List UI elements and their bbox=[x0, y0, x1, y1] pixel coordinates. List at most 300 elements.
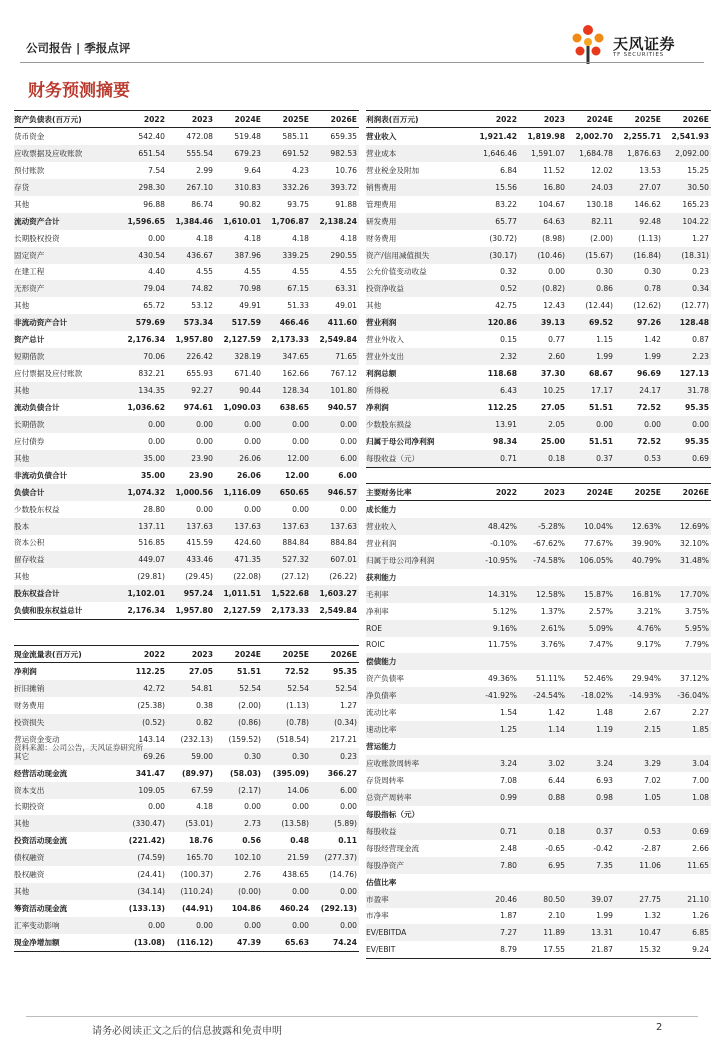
cell-value: 4.40 bbox=[148, 267, 165, 277]
cell-value: 49.91 bbox=[239, 301, 261, 311]
row-label: 在建工程 bbox=[14, 267, 45, 277]
table-row bbox=[14, 280, 359, 297]
cell-value: 436.67 bbox=[167, 247, 215, 264]
cell-value: 0.00 bbox=[148, 802, 165, 812]
cell-value: (0.34) bbox=[311, 714, 359, 731]
cell-value: 2025E bbox=[615, 111, 663, 128]
cell-value: 0.00 bbox=[340, 504, 357, 514]
row-label: 筹资活动现金流 bbox=[14, 904, 68, 914]
cell-value: 2022 bbox=[117, 646, 167, 663]
cell-value: 339.25 bbox=[263, 247, 311, 264]
cell-value: 0.00 bbox=[167, 416, 215, 433]
cell-value: 16.81% bbox=[615, 586, 663, 603]
cell-value: 0.00 bbox=[167, 917, 215, 934]
table-row bbox=[366, 653, 711, 670]
cell-value: 1.48 bbox=[596, 708, 613, 718]
cell-value: 2.73 bbox=[215, 815, 263, 832]
row-label: 利润总额 bbox=[366, 369, 397, 379]
cell-value: (0.78) bbox=[263, 714, 311, 731]
cell-value: 2025E bbox=[615, 484, 663, 501]
cell-value: 6.93 bbox=[596, 775, 613, 785]
table-row bbox=[366, 213, 711, 230]
cell-value: 10.25 bbox=[519, 382, 567, 399]
table-row bbox=[366, 603, 711, 620]
cell-value: 1,957.80 bbox=[167, 602, 215, 619]
row-label: ROE bbox=[366, 620, 469, 637]
row-label: 其他 bbox=[14, 883, 117, 900]
cell-value: 0.87 bbox=[692, 335, 709, 345]
table-row bbox=[14, 331, 359, 348]
row-label: 其他 bbox=[14, 199, 30, 209]
cell-value: 0.00 bbox=[340, 802, 357, 812]
table-row bbox=[366, 806, 711, 823]
cell-value: -41.92% bbox=[469, 687, 519, 704]
cell-value: 7.80 bbox=[469, 857, 519, 874]
cell-value: 2.76 bbox=[244, 870, 261, 880]
row-label: 股东权益合计 bbox=[14, 585, 117, 602]
cell-value: 328.19 bbox=[215, 348, 263, 365]
row-label: 折旧摊销 bbox=[14, 680, 117, 697]
cell-value: 2025E bbox=[263, 111, 311, 128]
row-label: 股本 bbox=[14, 518, 117, 535]
cell-value: (12.44) bbox=[585, 301, 613, 311]
cell-value: 104.86 bbox=[231, 904, 261, 914]
cell-value: 49.36% bbox=[488, 674, 517, 684]
flower-logo-icon bbox=[568, 22, 608, 66]
cell-value: 0.15 bbox=[500, 335, 517, 345]
cell-value bbox=[615, 874, 663, 891]
cell-value: 832.21 bbox=[138, 369, 165, 379]
cell-value: (0.52) bbox=[117, 714, 167, 731]
cell-value: 607.01 bbox=[311, 551, 359, 568]
table-row bbox=[366, 857, 711, 874]
row-label: 短期借款 bbox=[14, 348, 117, 365]
cell-value: 0.34 bbox=[663, 280, 711, 297]
cell-value: 0.88 bbox=[519, 789, 567, 806]
cell-value: 104.67 bbox=[538, 199, 565, 209]
cell-value: 92.27 bbox=[167, 382, 215, 399]
cell-value: 63.31 bbox=[311, 280, 359, 297]
cell-value: (24.41) bbox=[137, 870, 165, 880]
table-row bbox=[14, 467, 359, 484]
row-label: 净利率 bbox=[366, 606, 389, 616]
cell-value: 12.63% bbox=[615, 518, 663, 535]
table-row bbox=[366, 518, 711, 535]
row-label: 资本支出 bbox=[14, 782, 117, 799]
cell-value: 7.02 bbox=[644, 775, 661, 785]
table-row bbox=[366, 874, 711, 891]
cell-value bbox=[663, 738, 711, 755]
cell-value: (13.08) bbox=[117, 934, 167, 951]
cell-value: (14.76) bbox=[329, 870, 357, 880]
table-row bbox=[366, 772, 711, 789]
cell-value: (15.67) bbox=[567, 247, 615, 264]
cell-value: 112.25 bbox=[487, 402, 517, 412]
cell-value: 51.51 bbox=[588, 402, 613, 412]
table-row bbox=[14, 162, 359, 179]
cell-value: -18.02% bbox=[567, 687, 615, 704]
cell-value: 0.00 bbox=[244, 802, 261, 812]
cell-value bbox=[663, 501, 711, 518]
cell-value: 449.07 bbox=[117, 551, 167, 568]
cell-value: 2,176.34 bbox=[117, 602, 167, 619]
cell-value: 26.06 bbox=[215, 450, 263, 467]
cell-value: 6.44 bbox=[548, 775, 565, 785]
source-note: 资料来源：公司公告，天风证券研究所 bbox=[14, 743, 144, 752]
cell-value: 7.54 bbox=[148, 165, 165, 175]
cell-value: 0.37 bbox=[567, 823, 615, 840]
cell-value: 12.58% bbox=[519, 586, 567, 603]
cell-value: 4.18 bbox=[340, 233, 357, 243]
table-row bbox=[366, 331, 711, 348]
cell-value: 0.48 bbox=[290, 836, 309, 846]
cell-value: 517.59 bbox=[215, 314, 263, 331]
cell-value: (22.08) bbox=[233, 572, 261, 582]
cell-value: 5.09% bbox=[567, 620, 615, 637]
row-label: 营业利润 bbox=[366, 538, 397, 548]
cell-value: 72.52 bbox=[636, 402, 661, 412]
cell-value: 1,116.09 bbox=[215, 484, 263, 501]
cell-value: (1.13) bbox=[638, 233, 661, 243]
table-row bbox=[14, 663, 359, 680]
cell-value: 39.90% bbox=[632, 538, 661, 548]
row-label: 投资活动现金流 bbox=[14, 836, 68, 846]
table-row bbox=[14, 782, 359, 799]
table-row bbox=[366, 416, 711, 433]
table-row bbox=[14, 551, 359, 568]
cell-value: 7.27 bbox=[469, 924, 519, 941]
cell-value: 516.85 bbox=[138, 538, 165, 548]
cell-value: 130.18 bbox=[586, 199, 613, 209]
cell-value: 0.00 bbox=[292, 436, 309, 446]
cell-value: 2,549.84 bbox=[319, 335, 357, 345]
cell-value: 0.00 bbox=[311, 883, 359, 900]
cell-value: 1,036.62 bbox=[127, 402, 165, 412]
table-row bbox=[366, 755, 711, 772]
cell-value: 137.63 bbox=[311, 518, 359, 535]
cell-value: 2.32 bbox=[469, 348, 519, 365]
table-row bbox=[14, 145, 359, 162]
cell-value: 127.13 bbox=[679, 369, 709, 379]
cell-value: 659.35 bbox=[330, 131, 357, 141]
cell-value: 49.01 bbox=[335, 301, 357, 311]
footer-divider bbox=[26, 1016, 698, 1017]
page-number: 2 bbox=[656, 1022, 663, 1033]
cell-value: 2,127.59 bbox=[223, 335, 261, 345]
cell-value: 1,591.07 bbox=[519, 145, 567, 162]
table-row bbox=[366, 721, 711, 738]
table-row bbox=[14, 697, 359, 714]
cell-value: 1.15 bbox=[596, 335, 613, 345]
cell-value: 2022 bbox=[469, 111, 519, 128]
row-label: 毛利率 bbox=[366, 586, 469, 603]
row-label: 其他 bbox=[366, 301, 382, 311]
cell-value: 90.82 bbox=[239, 199, 261, 209]
row-label: 销售费用 bbox=[366, 179, 469, 196]
table-row bbox=[366, 704, 711, 721]
cell-value: 21.87 bbox=[567, 941, 615, 958]
table-row bbox=[14, 934, 359, 951]
cell-value: 90.44 bbox=[215, 382, 263, 399]
cell-value: 0.00 bbox=[263, 416, 311, 433]
cell-value: 0.69 bbox=[663, 450, 711, 467]
cell-value: (159.52) bbox=[228, 734, 261, 744]
row-label: 成长能力 bbox=[366, 504, 397, 514]
row-label: 其它 bbox=[14, 748, 117, 765]
table-row bbox=[14, 585, 359, 602]
cell-value: 2026E bbox=[311, 111, 359, 128]
row-label: 所得税 bbox=[366, 382, 469, 399]
cell-value: 53.12 bbox=[191, 301, 213, 311]
cell-value: 39.07 bbox=[567, 891, 615, 908]
cell-value: (518.54) bbox=[276, 734, 309, 744]
cell-value: 2026E bbox=[663, 111, 711, 128]
cell-value: 21.59 bbox=[263, 849, 311, 866]
cell-value: 0.00 bbox=[244, 504, 261, 514]
cell-value: 1,921.42 bbox=[479, 131, 517, 141]
cell-value: 0.32 bbox=[500, 267, 517, 277]
cell-value: 29.94% bbox=[632, 674, 661, 684]
cell-value: 0.00 bbox=[311, 416, 359, 433]
cell-value: (25.38) bbox=[137, 700, 165, 710]
cell-value: 0.00 bbox=[663, 416, 711, 433]
cell-value: 12.43 bbox=[543, 301, 565, 311]
row-label: 营业收入 bbox=[366, 518, 469, 535]
table-row bbox=[14, 213, 359, 230]
cell-value: 51.11% bbox=[536, 674, 565, 684]
cell-value: 3.24 bbox=[567, 755, 615, 772]
row-label: 其他 bbox=[14, 572, 30, 582]
row-label: 非流动负债合计 bbox=[14, 470, 68, 480]
cell-value: 366.27 bbox=[327, 768, 357, 778]
table-row bbox=[366, 196, 711, 213]
cell-value bbox=[663, 653, 711, 670]
cell-value: 1,684.78 bbox=[567, 145, 615, 162]
cell-value: 7.79% bbox=[684, 640, 709, 650]
table-row bbox=[366, 823, 711, 840]
cell-value: 12.00 bbox=[263, 450, 311, 467]
cell-value: 31.48% bbox=[663, 552, 711, 569]
table-row bbox=[366, 348, 711, 365]
cell-value: 4.18 bbox=[292, 233, 309, 243]
cell-value: 1,000.56 bbox=[167, 484, 215, 501]
cell-value bbox=[519, 806, 567, 823]
cell-value: (0.86) bbox=[215, 714, 263, 731]
cell-value: 0.30 bbox=[263, 748, 311, 765]
cell-value: 1.27 bbox=[692, 233, 709, 243]
cell-value: 0.52 bbox=[469, 280, 519, 297]
cell-value: 59.00 bbox=[167, 748, 215, 765]
cell-value bbox=[663, 874, 711, 891]
cell-value: (100.37) bbox=[180, 870, 213, 880]
cell-value: 106.05% bbox=[567, 552, 615, 569]
table-row bbox=[14, 179, 359, 196]
cell-value: 2.10 bbox=[548, 911, 565, 921]
row-label: 流动负债合计 bbox=[14, 402, 60, 412]
table-row bbox=[14, 799, 359, 816]
row-label: 归属于母公司净利润 bbox=[366, 436, 435, 446]
table-row bbox=[366, 230, 711, 247]
cell-value: 92.48 bbox=[615, 213, 663, 230]
cell-value: (110.24) bbox=[167, 883, 215, 900]
cell-value: 0.78 bbox=[615, 280, 663, 297]
cell-value: 4.76% bbox=[615, 620, 663, 637]
cell-value: 3.76% bbox=[540, 640, 565, 650]
cell-value: 9.17% bbox=[636, 640, 661, 650]
cell-value: 3.02 bbox=[519, 755, 567, 772]
cell-value: 42.72 bbox=[117, 680, 167, 697]
cell-value: 1.85 bbox=[663, 721, 711, 738]
row-label: 归属于母公司净利润 bbox=[366, 552, 469, 569]
cell-value: 1.32 bbox=[644, 911, 661, 921]
row-label: 长期股权投资 bbox=[14, 233, 60, 243]
cell-value: 109.05 bbox=[117, 782, 167, 799]
cell-value: 13.53 bbox=[639, 165, 661, 175]
cell-value: 415.59 bbox=[186, 538, 213, 548]
cell-value: -14.93% bbox=[615, 687, 663, 704]
cell-value: 95.35 bbox=[332, 666, 357, 676]
table-row bbox=[14, 247, 359, 264]
cell-value: (74.59) bbox=[117, 849, 167, 866]
row-label: 净利润 bbox=[366, 402, 389, 412]
row-label: 其他 bbox=[14, 382, 117, 399]
cell-value: 0.53 bbox=[615, 450, 663, 467]
table-row bbox=[14, 849, 359, 866]
cell-value: 4.18 bbox=[244, 233, 261, 243]
cell-value: -67.62% bbox=[533, 538, 565, 548]
cell-value: 471.35 bbox=[215, 551, 263, 568]
row-label: 资产负债表(百万元) bbox=[14, 111, 117, 128]
cell-value: 137.63 bbox=[167, 518, 215, 535]
financial-ratios-table bbox=[366, 483, 711, 959]
table-row bbox=[366, 924, 711, 941]
cell-value: 4.55 bbox=[340, 267, 357, 277]
cell-value: 15.32 bbox=[615, 941, 663, 958]
cell-value bbox=[567, 653, 615, 670]
table-header-row bbox=[366, 111, 711, 128]
row-label: 财务费用 bbox=[366, 233, 397, 243]
cell-value: 884.84 bbox=[282, 538, 309, 548]
cell-value: 96.69 bbox=[636, 369, 661, 379]
cell-value: (89.97) bbox=[182, 768, 213, 778]
table-row bbox=[366, 297, 711, 314]
report-header: 公司报告 | 季报点评 bbox=[26, 41, 131, 55]
cell-value: 0.00 bbox=[117, 416, 167, 433]
cell-value: 0.00 bbox=[196, 504, 213, 514]
cell-value: -36.04% bbox=[663, 687, 711, 704]
cell-value: 0.00 bbox=[340, 436, 357, 446]
cell-value: 67.15 bbox=[263, 280, 311, 297]
cell-value: 7.08 bbox=[500, 775, 517, 785]
row-label: 负债合计 bbox=[14, 484, 117, 501]
cell-value: 0.00 bbox=[215, 917, 263, 934]
table-header-row bbox=[14, 646, 359, 663]
table-row bbox=[366, 264, 711, 281]
table-row bbox=[366, 535, 711, 552]
cell-value: 10.04% bbox=[567, 518, 615, 535]
cell-value: 101.80 bbox=[311, 382, 359, 399]
row-label: 营业收入 bbox=[366, 131, 397, 141]
cell-value: 12.69% bbox=[663, 518, 711, 535]
row-label: 投资损失 bbox=[14, 714, 117, 731]
cell-value: 16.80 bbox=[519, 179, 567, 196]
cell-value: 4.18 bbox=[196, 233, 213, 243]
cell-value: 2,138.24 bbox=[311, 213, 359, 230]
row-label: EV/EBITDA bbox=[366, 924, 469, 941]
row-label: 资产总计 bbox=[14, 335, 45, 345]
cell-value: 1.37% bbox=[540, 606, 565, 616]
row-label: 总资产周转率 bbox=[366, 789, 469, 806]
cell-value: 6.95 bbox=[519, 857, 567, 874]
cell-value: 52.46% bbox=[584, 674, 613, 684]
cell-value: 1.19 bbox=[567, 721, 615, 738]
row-label: 主要财务比率 bbox=[366, 484, 469, 501]
table-row bbox=[366, 891, 711, 908]
cell-value: 11.75% bbox=[488, 640, 517, 650]
cell-value: 134.35 bbox=[117, 382, 167, 399]
cell-value bbox=[469, 806, 519, 823]
cell-value: 3.29 bbox=[615, 755, 663, 772]
table-header-row bbox=[14, 111, 359, 128]
cell-value: 0.00 bbox=[292, 504, 309, 514]
cell-value: 387.96 bbox=[215, 247, 263, 264]
cell-value: 1.27 bbox=[340, 700, 357, 710]
cell-value: 2024E bbox=[567, 111, 615, 128]
cell-value: 0.30 bbox=[596, 267, 613, 277]
row-label: 获利能力 bbox=[366, 572, 397, 582]
cell-value bbox=[567, 738, 615, 755]
cell-value: 69.52 bbox=[567, 314, 615, 331]
cell-value bbox=[519, 501, 567, 518]
cell-value: 1,603.27 bbox=[311, 585, 359, 602]
table-row bbox=[366, 433, 711, 450]
cell-value: 332.26 bbox=[263, 179, 311, 196]
cell-value: 3.21% bbox=[636, 606, 661, 616]
cell-value: (133.13) bbox=[128, 904, 165, 914]
cell-value: 162.66 bbox=[282, 369, 309, 379]
cell-value: 940.57 bbox=[327, 402, 357, 412]
cell-value: 1,706.87 bbox=[263, 213, 311, 230]
cell-value: 39.13 bbox=[519, 314, 567, 331]
cell-value: (8.98) bbox=[542, 233, 565, 243]
balance-sheet-table bbox=[14, 110, 359, 620]
table-row bbox=[14, 680, 359, 697]
cell-value: (44.91) bbox=[182, 904, 213, 914]
cell-value: 2,173.33 bbox=[263, 602, 311, 619]
cell-value: 310.83 bbox=[215, 179, 263, 196]
cell-value: -0.65 bbox=[545, 843, 565, 853]
table-row bbox=[14, 917, 359, 934]
table-row bbox=[366, 738, 711, 755]
cell-value: (27.12) bbox=[281, 572, 309, 582]
cell-value: 2,002.70 bbox=[575, 131, 613, 141]
cell-value: 32.10% bbox=[680, 538, 709, 548]
cell-value: 0.37 bbox=[567, 450, 615, 467]
cell-value: 165.70 bbox=[167, 849, 215, 866]
cell-value: 47.39 bbox=[215, 934, 263, 951]
table-row bbox=[14, 314, 359, 331]
cell-value: 72.52 bbox=[636, 436, 661, 446]
cell-value: (221.42) bbox=[128, 836, 165, 846]
cell-value: 37.30 bbox=[540, 369, 565, 379]
table-row bbox=[14, 365, 359, 382]
cell-value: 7.35 bbox=[567, 857, 615, 874]
cell-value: 433.46 bbox=[167, 551, 215, 568]
cell-value: 65.77 bbox=[469, 213, 519, 230]
cell-value: 1,876.63 bbox=[615, 145, 663, 162]
row-label: ROIC bbox=[366, 640, 385, 650]
table-row bbox=[14, 196, 359, 213]
